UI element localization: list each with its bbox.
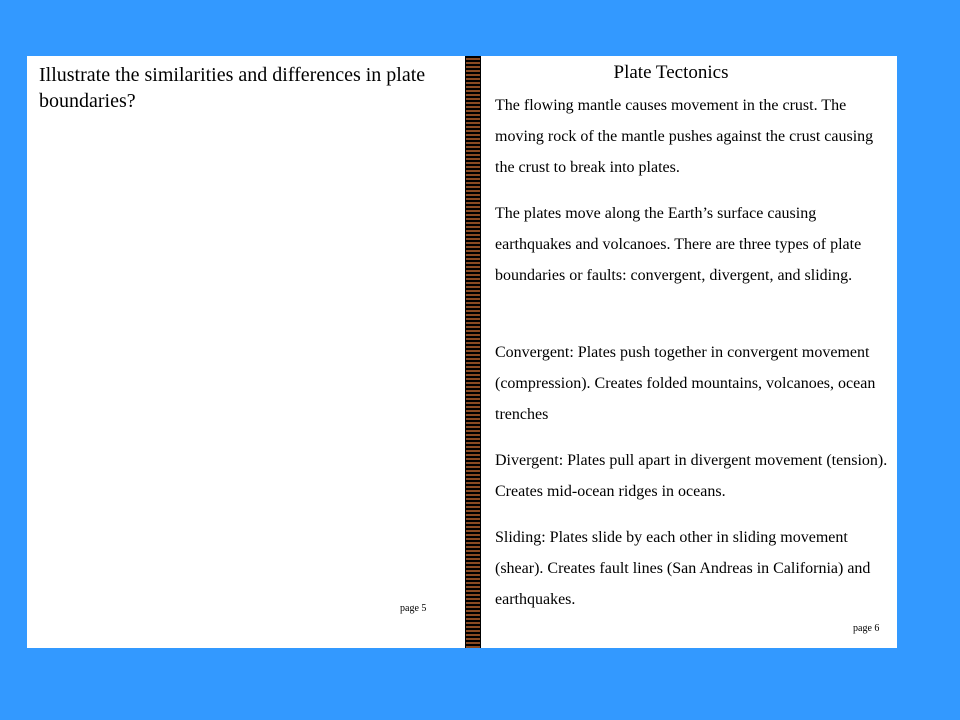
paragraph-plates: The plates move along the Earth’s surface causing earthquakes and volcanoes. There are three types of plate boundaries or faults: convergent, divergent, and sliding. [495, 205, 862, 284]
left-page [27, 56, 465, 648]
book-binding [465, 56, 481, 648]
right-page-number: page 6 [853, 623, 880, 634]
right-page [481, 56, 897, 648]
paragraph-sliding: Sliding: Plates slide by each other in sliding movement (shear). Creates fault lines (San Andreas in California) and earthquakes. [495, 529, 871, 608]
paragraph-convergent: Convergent: Plates push together in convergent movement (compression). Creates folded mountains, volcanoes, ocean trenches [495, 344, 876, 423]
paragraph-mantle: The flowing mantle causes movement in the crust. The moving rock of the mantle pushes against the crust causing the crust to break into plates. [495, 97, 874, 176]
left-page-question: Illustrate the similarities and differences in plate boundaries? [39, 64, 426, 112]
right-page-title: Plate Tectonics [613, 62, 729, 83]
left-page-number: page 5 [400, 603, 427, 614]
paragraph-divergent: Divergent: Plates pull apart in divergent movement (tension). Creates mid-ocean ridges in oceans. [495, 452, 888, 500]
